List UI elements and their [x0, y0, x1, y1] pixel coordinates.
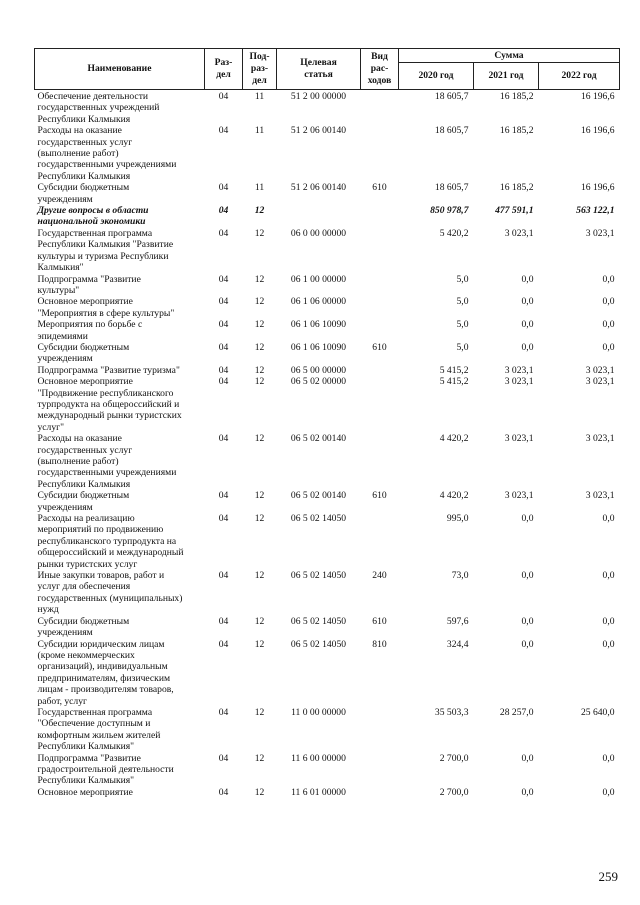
row-podrazdel: 12 — [254, 273, 265, 285]
row-sum-2022: 16 196,6 — [580, 182, 615, 194]
row-target: 06 5 02 14050 — [290, 570, 347, 582]
row-sum-2021: 0,0 — [521, 513, 534, 525]
row-podrazdel: 11 — [254, 125, 265, 137]
row-sum-2022: 3 023,1 — [585, 227, 615, 239]
page-number: 259 — [598, 869, 618, 884]
row-sum-2020: 18 605,7 — [434, 125, 469, 137]
row-razdel: 04 — [218, 341, 229, 353]
table-row — [35, 639, 620, 707]
row-sum-2021: 0,0 — [521, 615, 534, 627]
row-sum-2020: 995,0 — [446, 513, 469, 525]
header-vid: Вид рас- ходов — [361, 49, 399, 90]
row-name: Обеспечение деятельности государственных учреждений Республики Калмыкия — [37, 91, 160, 125]
row-sum-2022: 0,0 — [602, 615, 615, 627]
row-podrazdel: 12 — [254, 706, 265, 718]
row-target: 11 0 00 00000 — [291, 706, 346, 718]
row-sum-2022: 0,0 — [602, 273, 615, 285]
row-name: Субсидии бюджетным учреждениям — [37, 341, 130, 365]
row-name: Государственная программа Республики Калмыкия "Развитие культуры и туризма Республики Калмыкия" — [37, 227, 174, 274]
row-name: Основное мероприятие "Продвижение республиканского турпродукта на общероссийский и международный рынки туристских услуг" — [37, 376, 182, 433]
row-vid — [361, 125, 399, 182]
row-podrazdel: 12 — [254, 786, 265, 798]
row-sum-2020: 5 415,2 — [439, 364, 469, 376]
row-target: 06 5 02 14050 — [290, 638, 347, 650]
row-name: Подпрограмма "Развитие культуры" — [37, 273, 141, 296]
row-razdel: 04 — [218, 296, 229, 308]
row-sum-2020: 597,6 — [446, 615, 469, 627]
header-2020: 2020 год — [399, 63, 474, 90]
row-name: Субсидии бюджетным учреждениям — [37, 615, 130, 639]
row-sum-2020: 35 503,3 — [434, 706, 469, 718]
row-sum-2021: 16 185,2 — [499, 91, 534, 102]
row-razdel: 04 — [218, 513, 229, 525]
row-target: 06 5 00 00000 — [290, 364, 347, 376]
row-sum-2020: 2 700,0 — [439, 786, 469, 798]
row-sum-2022: 3 023,1 — [585, 433, 615, 445]
row-sum-2022: 3 023,1 — [585, 490, 615, 502]
row-sum-2022: 16 196,6 — [580, 125, 615, 137]
row-vid: 610 — [372, 341, 387, 353]
row-sum-2020: 5,0 — [456, 341, 469, 353]
row-podrazdel: 12 — [254, 205, 265, 217]
row-target: 06 1 06 00000 — [290, 296, 347, 308]
row-podrazdel: 12 — [254, 433, 265, 445]
row-target: 06 1 06 10090 — [290, 341, 347, 353]
row-sum-2020: 73,0 — [451, 570, 469, 582]
table-row — [35, 616, 620, 639]
row-sum-2021: 477 591,1 — [495, 205, 534, 217]
row-sum-2022: 0,0 — [602, 341, 615, 353]
row-podrazdel: 12 — [254, 296, 265, 308]
table-row — [35, 90, 620, 126]
row-vid — [361, 753, 399, 787]
row-name: Расходы на оказание государственных услуг (выполнение работ) государственными учреждениями Республики Калмыкия — [37, 125, 177, 182]
row-sum-2021: 3 023,1 — [504, 433, 534, 445]
row-target: 06 5 02 00000 — [290, 376, 347, 388]
row-name: Субсидии бюджетным учреждениям — [37, 490, 130, 513]
header-podrazdel: Под- раз- дел — [243, 49, 277, 90]
table-row — [35, 205, 620, 228]
row-razdel: 04 — [218, 364, 229, 376]
row-razdel: 04 — [218, 786, 229, 798]
row-name: Иные закупки товаров, работ и услуг для обеспечения государственных (муниципальных) нужд — [37, 570, 183, 616]
row-sum-2021: 3 023,1 — [504, 364, 534, 376]
row-sum-2022: 0,0 — [602, 752, 615, 764]
table-row — [35, 296, 620, 319]
row-vid — [361, 296, 399, 319]
row-podrazdel: 11 — [254, 182, 265, 194]
table-row — [35, 319, 620, 342]
row-sum-2020: 324,4 — [446, 638, 469, 650]
row-razdel: 04 — [218, 91, 229, 102]
row-sum-2021: 0,0 — [521, 638, 534, 650]
row-podrazdel: 12 — [254, 490, 265, 502]
row-podrazdel: 12 — [254, 341, 265, 353]
row-vid — [361, 787, 399, 798]
header-2022: 2022 год — [539, 63, 620, 90]
row-name: Субсидии юридическим лицам (кроме некоммерческих организаций), индивидуальным предпринимателям, физическим лицам - производителям товаров, работ, услуг — [37, 638, 174, 707]
row-sum-2022: 0,0 — [602, 570, 615, 582]
row-vid — [361, 376, 399, 433]
row-target: 06 5 02 14050 — [290, 615, 347, 627]
row-sum-2020: 5,0 — [456, 319, 469, 331]
row-vid — [361, 274, 399, 297]
table-row — [35, 376, 620, 433]
table-header — [35, 49, 620, 90]
table-row — [35, 365, 620, 376]
header-target: Целевая статья — [277, 49, 361, 90]
row-razdel: 04 — [218, 182, 229, 194]
row-sum-2020: 2 700,0 — [439, 752, 469, 764]
row-sum-2021: 0,0 — [521, 341, 534, 353]
row-sum-2020: 5,0 — [456, 296, 469, 308]
row-sum-2021: 0,0 — [521, 319, 534, 331]
row-sum-2022: 0,0 — [602, 638, 615, 650]
row-razdel: 04 — [218, 205, 229, 217]
row-podrazdel: 12 — [254, 615, 265, 627]
row-podrazdel: 12 — [254, 638, 265, 650]
row-vid: 610 — [372, 182, 387, 194]
row-sum-2020: 850 978,7 — [430, 205, 469, 217]
table-row — [35, 274, 620, 297]
row-sum-2022: 3 023,1 — [585, 376, 615, 388]
table-row — [35, 513, 620, 570]
row-target: 06 5 02 00140 — [290, 490, 347, 502]
row-razdel: 04 — [218, 227, 229, 239]
row-sum-2020: 5,0 — [456, 273, 469, 285]
table-row — [35, 753, 620, 787]
table-row — [35, 570, 620, 616]
table-row — [35, 182, 620, 205]
header-summa: Сумма — [399, 49, 620, 63]
table-row — [35, 707, 620, 753]
row-target: 06 5 02 00140 — [290, 433, 347, 445]
row-sum-2020: 18 605,7 — [434, 182, 469, 194]
table-row — [35, 125, 620, 182]
row-sum-2022: 3 023,1 — [585, 364, 615, 376]
row-sum-2022: 25 640,0 — [580, 706, 615, 718]
row-sum-2021: 0,0 — [521, 273, 534, 285]
table-row — [35, 342, 620, 365]
row-target — [277, 205, 361, 228]
row-razdel: 04 — [218, 273, 229, 285]
row-target: 51 2 06 00140 — [290, 125, 347, 137]
table-body — [35, 90, 620, 799]
row-vid — [361, 365, 399, 376]
row-sum-2020: 4 420,2 — [439, 490, 469, 502]
row-razdel: 04 — [218, 433, 229, 445]
row-razdel: 04 — [218, 706, 229, 718]
budget-table-page — [34, 48, 619, 798]
row-razdel: 04 — [218, 490, 229, 502]
row-podrazdel: 12 — [254, 364, 265, 376]
header-razdel: Раз- дел — [205, 49, 243, 90]
row-sum-2020: 5 420,2 — [439, 227, 469, 239]
row-vid — [361, 513, 399, 570]
table-row — [35, 490, 620, 513]
row-sum-2022: 16 196,6 — [580, 91, 615, 102]
row-name: Подпрограмма "Развитие туризма" — [37, 364, 180, 376]
row-vid — [361, 707, 399, 753]
table-row — [35, 433, 620, 490]
row-sum-2021: 3 023,1 — [504, 490, 534, 502]
row-name: Субсидии бюджетным учреждениям — [37, 182, 130, 205]
row-sum-2022: 0,0 — [602, 786, 615, 798]
row-target: 06 1 06 10090 — [290, 319, 347, 331]
row-vid — [361, 205, 399, 228]
row-target: 11 6 01 00000 — [291, 786, 346, 798]
table-row — [35, 787, 620, 798]
row-razdel: 04 — [218, 319, 229, 331]
row-vid — [361, 90, 399, 126]
row-sum-2020: 18 605,7 — [434, 91, 469, 102]
row-name: Расходы на реализацию мероприятий по продвижению республиканского турпродукта на общероссийский и международный рынки туристских услуг — [37, 513, 184, 570]
row-vid — [361, 319, 399, 342]
row-target: 11 6 00 00000 — [291, 752, 346, 764]
row-name: Основное мероприятие — [37, 786, 133, 798]
row-sum-2022: 0,0 — [602, 296, 615, 308]
row-razdel: 04 — [218, 615, 229, 627]
row-razdel: 04 — [218, 570, 229, 582]
row-name: Подпрограмма "Развитие градостроительной деятельности Республики Калмыкия" — [37, 752, 174, 787]
row-vid — [361, 228, 399, 274]
row-sum-2020: 4 420,2 — [439, 433, 469, 445]
row-name: Другие вопросы в области национальной экономики — [37, 205, 149, 228]
row-podrazdel: 12 — [254, 227, 265, 239]
row-podrazdel: 12 — [254, 752, 265, 764]
row-podrazdel: 12 — [254, 319, 265, 331]
row-sum-2021: 16 185,2 — [499, 182, 534, 194]
row-sum-2021: 0,0 — [521, 752, 534, 764]
row-sum-2021: 16 185,2 — [499, 125, 534, 137]
table-row — [35, 228, 620, 274]
row-sum-2022: 0,0 — [602, 513, 615, 525]
row-target: 06 1 00 00000 — [290, 273, 347, 285]
row-razdel: 04 — [218, 752, 229, 764]
row-sum-2021: 0,0 — [521, 786, 534, 798]
row-podrazdel: 12 — [254, 513, 265, 525]
row-razdel: 04 — [218, 125, 229, 137]
row-podrazdel: 12 — [254, 570, 265, 582]
row-name: Мероприятия по борьбе с эпидемиями — [37, 319, 143, 342]
row-sum-2020: 5 415,2 — [439, 376, 469, 388]
row-sum-2021: 0,0 — [521, 296, 534, 308]
row-name: Расходы на оказание государственных услуг (выполнение работ) государственными учреждениями Республики Калмыкия — [37, 433, 177, 490]
header-name: Наименование — [35, 49, 205, 90]
row-podrazdel: 12 — [254, 376, 265, 388]
row-target: 06 0 00 00000 — [290, 227, 347, 239]
row-name: Основное мероприятие "Мероприятия в сфере культуры" — [37, 296, 175, 319]
row-vid: 610 — [372, 615, 387, 627]
row-vid: 240 — [372, 570, 387, 582]
row-target: 51 2 06 00140 — [290, 182, 347, 194]
row-name: Государственная программа "Обеспечение доступным и комфортным жильем жителей Республики Калмыкия" — [37, 706, 161, 753]
row-sum-2021: 0,0 — [521, 570, 534, 582]
row-target: 51 2 00 00000 — [290, 91, 347, 102]
row-razdel: 04 — [218, 638, 229, 650]
row-sum-2021: 28 257,0 — [499, 706, 534, 718]
row-vid: 610 — [372, 490, 387, 502]
row-sum-2021: 3 023,1 — [504, 227, 534, 239]
row-sum-2021: 3 023,1 — [504, 376, 534, 388]
row-razdel: 04 — [218, 376, 229, 388]
row-vid: 810 — [372, 638, 387, 650]
row-target: 06 5 02 14050 — [290, 513, 347, 525]
row-sum-2022: 0,0 — [602, 319, 615, 331]
header-2021: 2021 год — [474, 63, 539, 90]
row-sum-2022: 563 122,1 — [576, 205, 615, 217]
row-vid — [361, 433, 399, 490]
row-podrazdel: 11 — [254, 91, 265, 102]
budget-table — [34, 48, 620, 798]
